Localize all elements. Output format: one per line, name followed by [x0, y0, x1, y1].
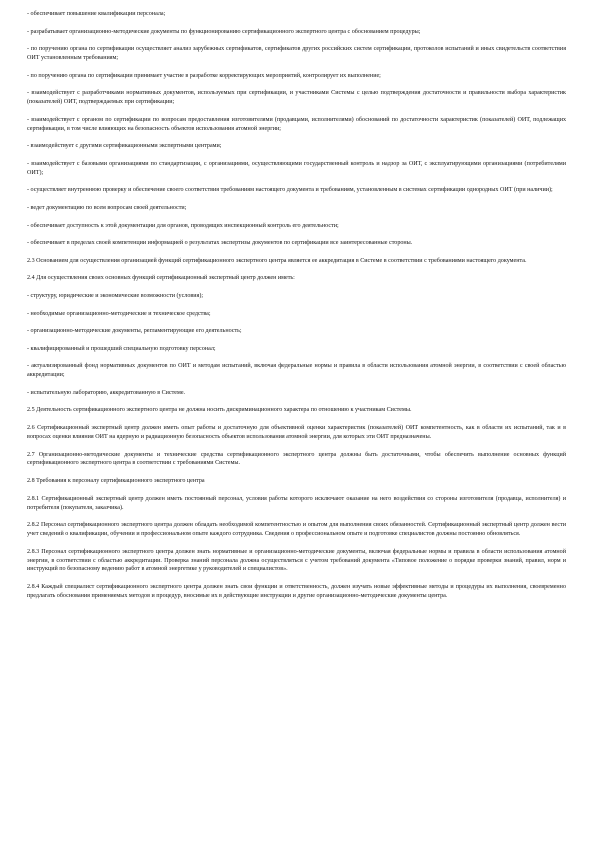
- list-item-develops-documents: - разрабатывает организационно-методические документы по функционированию сертификационного экспертного центра с обоснованием процедуры;: [27, 28, 421, 35]
- clause-2-4: 2.4 Для осуществления своих основных функций сертификационный экспертный центр должен иметь:: [27, 275, 295, 282]
- list-item-keeps-documentation: - ведет документацию по всем вопросам своей деятельности;: [27, 204, 187, 211]
- list-item-staff-training: - обеспечивает повышение квалификации персонала;: [27, 11, 166, 17]
- clause-2-5: 2.5 Деятельность сертификационного экспертного центра не должна носить дискриминационного характера по отношению к участникам Системы.: [27, 407, 412, 414]
- list-item-regulating-documents: - организационно-методические документы, регламентирующие его деятельность;: [27, 328, 242, 335]
- list-item-structure: - структуру, юридические и экономические возможности (условия);: [27, 292, 204, 299]
- list-item-testing-laboratory: - испытательную лабораторию, аккредитованную в Системе.: [27, 389, 186, 396]
- list-item-normative-fund: - актуализированный фонд нормативных документов по ОИТ и методам испытаний, включая федеральные нормы и правила в области использования атомной энергии, в соответствии с своей областью аккредитации;: [27, 363, 566, 379]
- clause-2-6: 2.6 Сертификационный экспертный центр должен иметь опыт работы и достаточную для объективной оценки характеристик (показателей) ОИТ компетентность, как в области их испытаний, так и в вопросах оценки влияния ОИТ на ядерную и радиационную безопасность объектов использования атомной энергии, для которых эти ОИТ предназначены.: [27, 425, 566, 440]
- clause-2-8-1: 2.8.1 Сертификационный экспертный центр должен иметь постоянный персонал, условия работы которого исключают оказание на него воздействия со стороны изготовителя (продавца, исполнителя) и потребителя (покупателя, заказчика).: [27, 495, 566, 511]
- clause-2-8-4: 2.8.4 Каждый специалист сертификационного экспертного центра должен знать свои функции и ответственность, должен изучать новые эффективные методы и процедуры их выполнения, своевременно предлагать обоснования применяемых методов и процедур, вносимые их в действующие инструкции и другие организационно-методические документы центра.: [27, 584, 566, 599]
- list-item-interacts-other-centers: - взаимодействует с другими сертификационными экспертными центрами;: [27, 143, 222, 150]
- list-item-documentation-access: - обеспечивает доступность к этой документации для органов, проводящих инспекционный контроль его деятельности;: [27, 222, 339, 229]
- list-item-interacts-developers: - взаимодействует с разработчиками нормативных документов, используемых при сертификации, и участниками Системы с целью подтверждения достаточности и правильности выбора характеристик (показателей) ОИТ, подтверждаемых при сертификации;: [27, 90, 566, 106]
- clause-2-8-3: 2.8.3 Персонал сертификационного экспертного центра должен знать нормативные и организационно-методические документы, включая федеральные нормы и правила в области использования атомной энергии, в соответствии с областью аккредитации. Проверка знаний персонала должна осуществляться с учетом требований документа «Типовое положение о порядке проверки знаний, правил, норм и инструкций по безопасному ведению работ в атомной энергетике у руководителей и специалистов».: [27, 548, 566, 573]
- list-item-analyzes-certificates: - по поручению органа по сертификации осуществляет анализ зарубежных сертификатов, сертификатов других российских систем сертификации, протоколов испытаний и иных свидетельств соответствия ОИТ установленным требованиям;: [27, 46, 566, 62]
- list-item-informs-parties: - обеспечивает в пределах своей компетенции информацией о результатах экспертизы документов по сертификации все заинтересованные стороны.: [27, 240, 413, 247]
- list-item-interacts-base-organizations: - взаимодействует с базовыми организациями по стандартизации, с организациями, осуществляющими государственный контроль и надзор за ОИТ, с эксплуатирующими организациями (потребителями ОИТ);: [27, 160, 566, 176]
- list-item-corrective-measures: - по поручению органа по сертификации принимает участие в разработке корректирующих мероприятий, контролирует их выполнение;: [27, 72, 381, 79]
- list-item-technical-means: - необходимые организационно-методические и техническое средства;: [27, 310, 211, 317]
- list-item-internal-audit: - осуществляет внутреннюю проверку и обеспечение своего соответствия требованиям настоящего документа и требованиям, установленным в системах сертификации однородных ОИТ (при наличии);: [27, 187, 553, 194]
- clause-2-7: 2.7 Организационно-методические документы и технические средства сертификационного экспертного центра должны быть достаточными, чтобы обеспечить выполнение основных функций сертификационного экспертного центра в соответствии с требованиями Системы.: [27, 451, 566, 467]
- list-item-qualified-staff: - квалифицированный и прошедший специальную подготовку персонал;: [27, 345, 216, 352]
- list-item-interacts-certification-body: - взаимодействует с органом по сертификации по вопросам предоставления изготовителями (продавцами, исполнителями) обоснований по достаточности характеристик (показателей) ОИТ, подлежащих сертификации, в том числе влияющих на безопасность объектов использования атомной энергии;: [27, 116, 566, 132]
- clause-2-3: 2.3 Основанием для осуществления организацией функций сертификационного экспертного центра является ее аккредитация в Системе в соответствии с требованиями настоящего документа.: [27, 257, 527, 264]
- clause-2-8-heading: 2.8 Требования к персоналу сертификационного экспертного центра: [27, 478, 205, 484]
- clause-2-8-2: 2.8.2 Персонал сертификационного экспертного центра должен обладать необходимой компетентностью и опытом для выполнения своих обязанностей. Сертификационный экспертный центр должен вести учет сведений о квалификации, обучении и профессиональном опыте каждого сотрудника. Сведения о профессиональном опыте и подготовке специалистов должны постоянно обновляться.: [27, 522, 566, 537]
